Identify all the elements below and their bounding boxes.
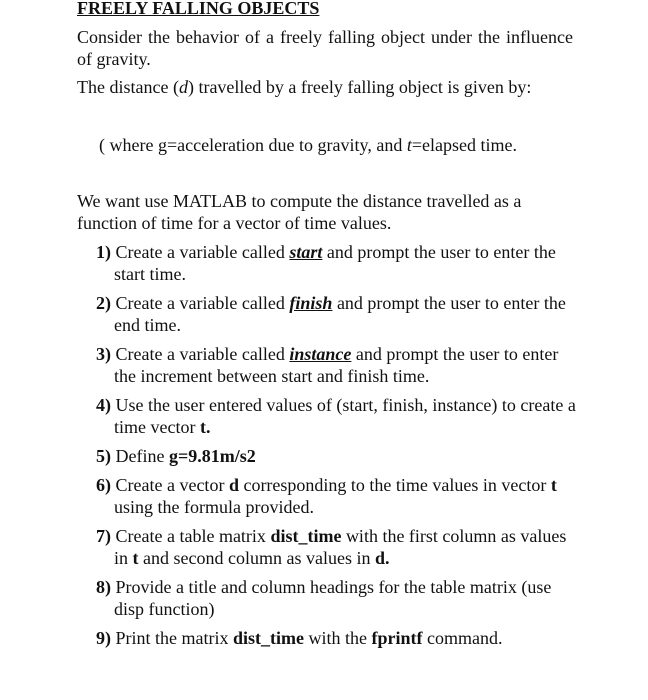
step-text: and second column as values in <box>138 548 375 568</box>
step-text: and prompt the user to enter the end time. <box>114 293 566 335</box>
variable-name: start <box>289 242 323 262</box>
step-number: 9) <box>96 628 111 648</box>
bold-term: d <box>228 475 239 495</box>
step-text: with the <box>303 628 372 648</box>
step-text: and prompt the user to enter the start time. <box>114 242 556 284</box>
step-item-2 <box>96 292 576 336</box>
bold-term: fprintf <box>371 628 423 648</box>
step-item-4 <box>96 394 576 438</box>
step-text: Print the matrix <box>111 628 233 648</box>
bold-term: dist_time <box>270 526 342 546</box>
step-text: Create a table matrix <box>111 526 271 546</box>
step-text: Create a variable called <box>111 344 290 364</box>
distance-formula-intro <box>77 76 573 98</box>
step-text: Define <box>111 446 169 466</box>
step-number: 4) <box>96 395 111 415</box>
variable-name: finish <box>289 293 333 313</box>
step-text: command. <box>422 628 503 648</box>
step-number: 3) <box>96 344 111 364</box>
step-text: using the formula provided. <box>114 497 314 517</box>
step-text: and prompt the user to enter the increment between start and finish time. <box>114 344 559 386</box>
step-item-7 <box>96 525 576 569</box>
intro-paragraph: Consider the behavior of a freely falling object under the influence of gravity. <box>77 27 573 69</box>
step-text: Create a variable called <box>111 242 290 262</box>
step-number: 5) <box>96 446 111 466</box>
step-item-6 <box>96 474 576 518</box>
step-item-9 <box>96 627 576 649</box>
step-item-5 <box>96 445 576 467</box>
goal-paragraph: We want use MATLAB to compute the distance travelled as a function of time for a vector of time values. <box>77 191 522 233</box>
step-text: Provide a title and column headings for the table matrix (use disp function) <box>111 577 552 619</box>
step-number: 6) <box>96 475 111 495</box>
bold-term: t. <box>199 417 211 437</box>
step-item-3 <box>96 343 576 387</box>
step-item-8 <box>96 576 576 620</box>
step-text: Create a vector <box>111 475 229 495</box>
bold-term: t <box>550 475 557 495</box>
step-text: Create a variable called <box>111 293 290 313</box>
step-text: corresponding to the time values in vector <box>238 475 551 495</box>
bold-term: dist_time <box>232 628 304 648</box>
step-text: with the first column as values in <box>114 526 567 568</box>
bold-term: t <box>132 548 139 568</box>
step-number: 7) <box>96 526 111 546</box>
where-text-pre: ( where g=acceleration due to gravity, and <box>99 135 407 155</box>
variable-definitions <box>99 134 579 156</box>
step-number: 8) <box>96 577 111 597</box>
bold-term: g=9.81m/s2 <box>168 446 256 466</box>
distance-text-pre: The distance ( <box>77 77 179 97</box>
time-variable: t <box>406 135 412 155</box>
where-text-post: =elapsed time. <box>411 135 517 155</box>
step-item-1 <box>96 241 576 285</box>
step-list <box>96 241 576 656</box>
step-number: 1) <box>96 242 111 262</box>
bold-term: d. <box>374 548 390 568</box>
step-text: Use the user entered values of (start, finish, instance) to create a time vector <box>111 395 576 437</box>
step-number: 2) <box>96 293 111 313</box>
document-title: FREELY FALLING OBJECTS <box>77 0 320 18</box>
variable-name: instance <box>289 344 352 364</box>
distance-text-post: ) travelled by a freely falling object is given by: <box>187 77 532 97</box>
distance-variable: d <box>178 77 188 97</box>
